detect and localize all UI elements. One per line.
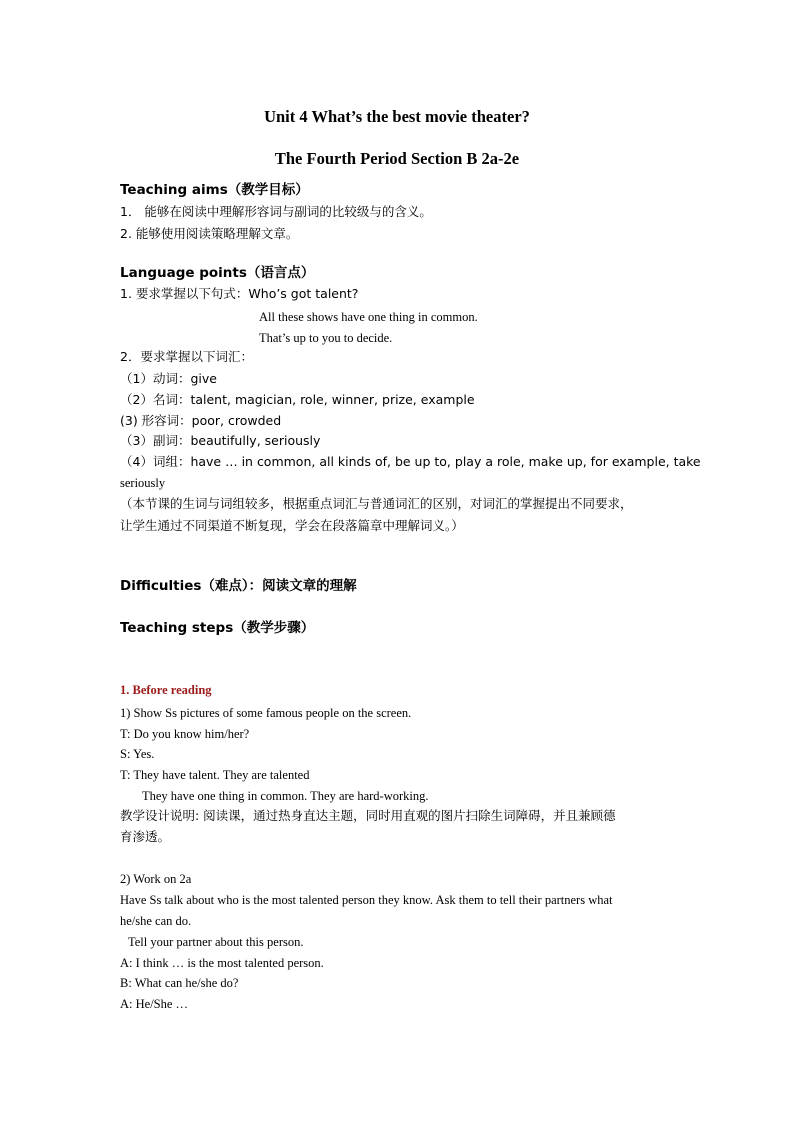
step-line: T: Do you know him/her?	[120, 727, 250, 741]
design-note: 育渗透。	[120, 829, 171, 844]
language-points-heading: Language points（语言点）	[120, 265, 315, 281]
teaching-steps-heading: Teaching steps（教学步骤）	[120, 620, 315, 636]
step-line: he/she can do.	[120, 914, 192, 928]
vocab-item: （3）副词：beautifully, seriously	[120, 433, 321, 448]
document-subtitle: The Fourth Period Section B 2a-2e	[274, 149, 520, 168]
before-reading-heading: 1. Before reading	[120, 683, 212, 697]
step-line: 1) Show Ss pictures of some famous people on the screen.	[120, 706, 412, 720]
dialogue-line: B: What can he/she do?	[120, 976, 239, 990]
difficulties-heading: Difficulties（难点）：阅读文章的理解	[120, 578, 357, 594]
vocab-item: (3) 形容词：poor, crowded	[120, 413, 282, 428]
step-line: Tell your partner about this person.	[128, 935, 304, 949]
step-line: T: They have talent. They are talented	[120, 768, 310, 782]
vocab-item: （4）词组：have … in common, all kinds of, be up to, play a role, make up, for example, take	[120, 454, 701, 469]
document-title: Unit 4 What’s the best movie theater?	[264, 107, 530, 126]
design-note: 教学设计说明: 阅读课，通过热身直达主题，同时用直观的图片扫除生词障碍，并且兼顾德	[120, 808, 616, 823]
step-line: They have one thing in common. They are hard-working.	[142, 789, 429, 803]
sentence-item: Who’s got talent?	[248, 286, 359, 301]
sentence-item: All these shows have one thing in common.	[259, 310, 478, 324]
vocab-note: （本节课的生词与词组较多，根据重点词汇与普通词汇的区别，对词汇的掌握提出不同要求，	[120, 496, 633, 511]
vocab-item: seriously	[120, 476, 166, 490]
teaching-aims-heading: Teaching aims（教学目标）	[120, 182, 309, 198]
vocab-intro: 2．要求掌握以下词汇：	[120, 349, 253, 364]
step-line: Have Ss talk about who is the most talented person they know. Ask them to tell their partners what	[120, 893, 613, 907]
vocab-item: （1）动词：give	[120, 371, 217, 386]
work-2a-heading: 2) Work on 2a	[120, 872, 192, 886]
vocab-note: 让学生通过不同渠道不断复现，学会在段落篇章中理解词义。）	[120, 518, 464, 533]
sentence-item: That’s up to you to decide.	[259, 331, 393, 345]
step-line: S: Yes.	[120, 747, 155, 761]
sentence-prefix: 1. 要求掌握以下句式：	[120, 286, 249, 301]
dialogue-line: A: He/She …	[120, 997, 189, 1011]
teaching-aim-item: 2. 能够使用阅读策略理解文章。	[120, 226, 299, 241]
dialogue-line: A: I think … is the most talented person.	[120, 956, 324, 970]
vocab-item: （2）名词：talent, magician, role, winner, prize, example	[120, 392, 475, 407]
teaching-aim-item: 1． 能够在阅读中理解形容词与副词的比较级与的含义。	[120, 204, 432, 219]
language-point-sentence-intro	[120, 286, 358, 302]
